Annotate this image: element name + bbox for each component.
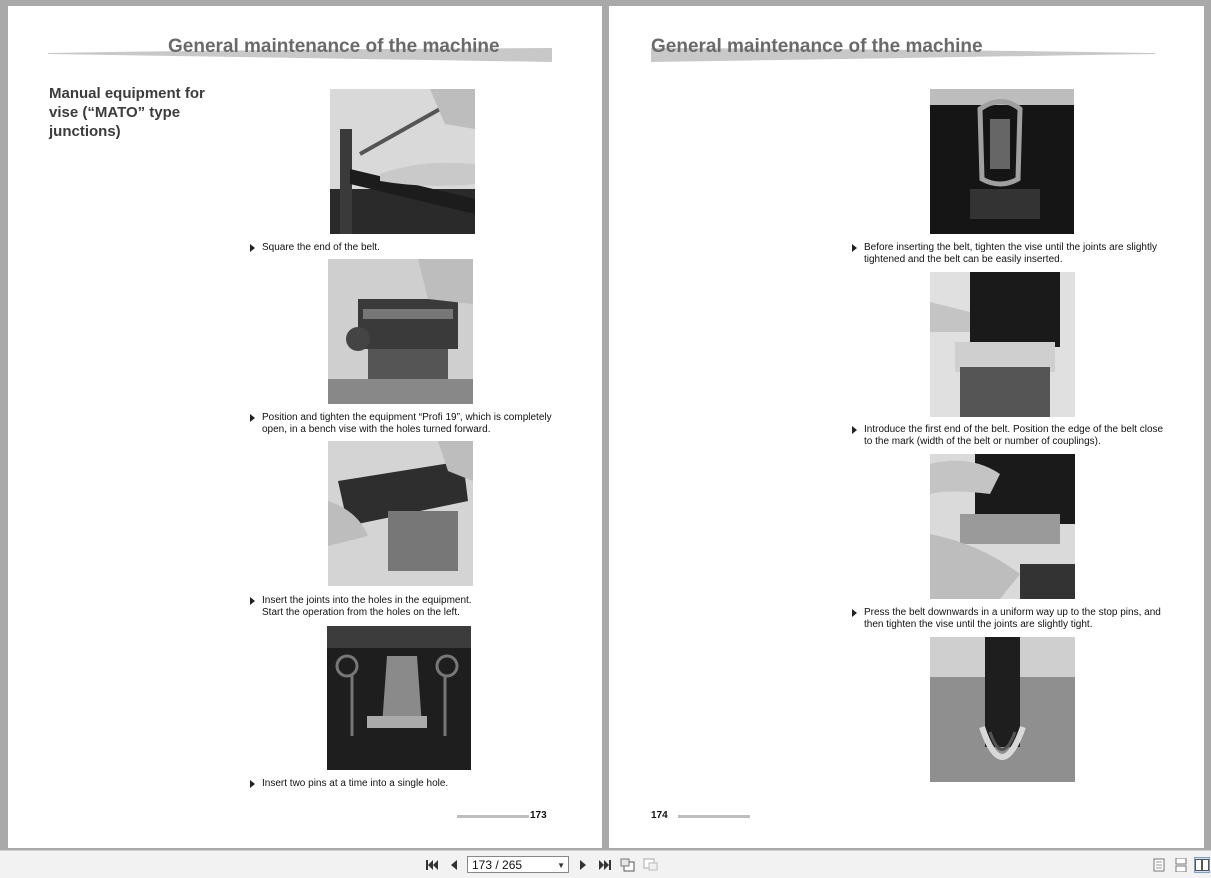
section-heading: Manual equipment for vise (“MATO” type junctions): [49, 85, 205, 140]
page-number-rule: [457, 815, 529, 818]
photo-joint-closeup: [930, 637, 1075, 782]
page-indicator-field[interactable]: [467, 856, 569, 873]
caption-line: Insert the joints into the holes in the equipment.: [262, 595, 472, 606]
first-page-icon[interactable]: [424, 857, 440, 873]
back-view-icon[interactable]: [620, 857, 636, 873]
caption-line: Press the belt downwards in a uniform way up to the stop pins, and: [864, 607, 1161, 618]
photo-profi19-in-vise: [328, 259, 473, 404]
caption-line: Start the operation from the holes on the left.: [262, 607, 460, 618]
caption-line: tightened and the belt can be easily inserted.: [864, 254, 1063, 265]
prev-page-icon[interactable]: [446, 857, 462, 873]
page-number: 174: [651, 810, 668, 821]
page-left: [8, 6, 602, 848]
photo-introduce-belt: [930, 272, 1075, 417]
bullet-arrow-icon: [852, 244, 857, 252]
page-number: 173: [530, 810, 547, 821]
single-page-view-icon[interactable]: [1151, 857, 1167, 873]
page-header-title: General maintenance of the machine: [651, 36, 983, 57]
photo-insert-joints: [328, 441, 473, 586]
bullet-arrow-icon: [250, 244, 255, 252]
photo-pins-in-hole: [327, 626, 471, 770]
caption-step-2: [250, 412, 582, 436]
caption-step-5: [852, 242, 1194, 266]
photo-square-belt-end: [330, 89, 475, 234]
caption-line: Square the end of the belt.: [262, 242, 380, 253]
page-header-title: General maintenance of the machine: [168, 36, 500, 57]
caption-line: open, in a bench vise with the holes turned forward.: [262, 424, 491, 435]
caption-line: to the mark (width of the belt or number of couplings).: [864, 436, 1101, 447]
forward-view-icon[interactable]: [643, 857, 659, 873]
caption-line: Introduce the first end of the belt. Position the edge of the belt close: [864, 424, 1164, 435]
caption-line: then tighten the vise until the joints are slightly tight.: [864, 619, 1093, 630]
bullet-arrow-icon: [852, 609, 857, 617]
bullet-arrow-icon: [852, 426, 857, 434]
chevron-down-icon[interactable]: ▼: [557, 861, 565, 870]
caption-step-6: [852, 424, 1194, 448]
bullet-arrow-icon: [250, 780, 255, 788]
photo-tighten-vise: [930, 89, 1074, 234]
bullet-arrow-icon: [250, 597, 255, 605]
caption-line: Position and tighten the equipment “Profi 19”, which is completely: [262, 412, 552, 423]
caption-line: Before inserting the belt, tighten the vise until the joints are slightly: [864, 242, 1157, 253]
bullet-arrow-icon: [250, 414, 255, 422]
caption-step-7: [852, 607, 1194, 631]
page-number-rule: [678, 815, 750, 818]
continuous-view-icon[interactable]: [1173, 857, 1189, 873]
last-page-icon[interactable]: [597, 857, 613, 873]
caption-line: Insert two pins at a time into a single hole.: [262, 778, 449, 789]
photo-press-belt: [930, 454, 1075, 599]
caption-step-1: [250, 242, 572, 254]
page-indicator-text: 173 / 265: [472, 858, 523, 872]
caption-step-4: [250, 778, 582, 790]
viewer-toolbar: [0, 850, 1211, 878]
caption-step-3: [250, 595, 582, 619]
next-page-icon[interactable]: [575, 857, 591, 873]
facing-pages-view-icon[interactable]: [1194, 857, 1210, 873]
page-right: [609, 6, 1204, 848]
